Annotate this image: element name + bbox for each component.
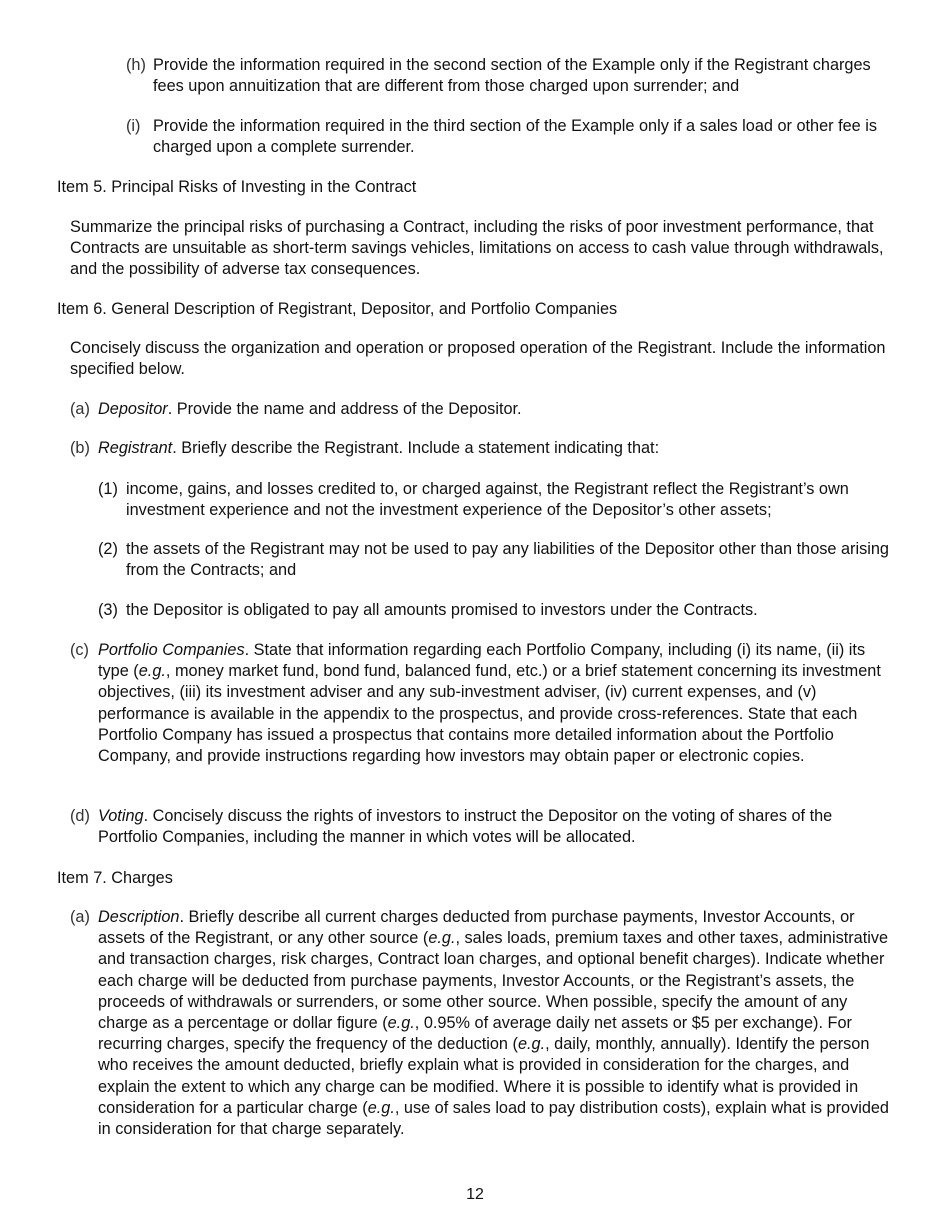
sub-item-1 bbox=[98, 479, 892, 521]
sub-item-2 bbox=[98, 539, 892, 581]
term: Voting bbox=[98, 807, 144, 825]
list-item-i bbox=[126, 116, 892, 158]
list-label: (i) bbox=[126, 117, 141, 135]
list-label: (a) bbox=[70, 400, 90, 418]
section-heading-item-6: Item 6. General Description of Registrant, Depositor, and Portfolio Companies bbox=[57, 300, 618, 318]
list-label: (c) bbox=[70, 641, 89, 659]
list-text: Provide the information required in the third section of the Example only if a sales load or other fee is charged upon a complete surrender. bbox=[153, 117, 878, 157]
page-number: 12 bbox=[466, 1186, 484, 1203]
list-item-a bbox=[70, 907, 892, 1140]
list-text: Provide the information required in the second section of the Example only if the Registrant charges fees upon annuitization that are different from those charged upon surrender; and bbox=[153, 56, 871, 96]
list-item-d bbox=[70, 806, 892, 848]
section-heading-item-7: Item 7. Charges bbox=[57, 869, 173, 887]
list-item-c bbox=[70, 640, 892, 767]
list-item-a bbox=[70, 399, 892, 420]
item-6-intro: Concisely discuss the organization and operation or proposed operation of the Registrant. Include the information specified below. bbox=[70, 339, 886, 379]
term: Description bbox=[98, 908, 180, 926]
list-item-h bbox=[126, 55, 892, 97]
term: Portfolio Companies bbox=[98, 641, 245, 659]
section-heading-item-5: Item 5. Principal Risks of Investing in the Contract bbox=[57, 178, 417, 196]
list-label: (2) bbox=[98, 540, 118, 558]
list-label: (b) bbox=[70, 439, 90, 457]
item-5-body: Summarize the principal risks of purchasing a Contract, including the risks of poor investment performance, that Contracts are unsuitable as short-term savings vehicles, limitations on access to cash value through withdrawals, and the possibility of adverse tax consequences. bbox=[70, 218, 884, 279]
list-text: income, gains, and losses credited to, or charged against, the Registrant reflect the Registrant’s own investment experience and not the investment experience of the Depositor’s other assets; bbox=[126, 480, 849, 520]
list-text: the Depositor is obligated to pay all amounts promised to investors under the Contracts. bbox=[126, 601, 758, 619]
list-label: (1) bbox=[98, 480, 118, 498]
list-text: Depositor. Provide the name and address of the Depositor. bbox=[98, 400, 522, 418]
term: Registrant bbox=[98, 439, 173, 457]
list-label: (d) bbox=[70, 807, 90, 825]
list-label: (h) bbox=[126, 56, 146, 74]
list-item-b bbox=[70, 438, 892, 459]
term: Depositor bbox=[98, 400, 168, 418]
list-label: (3) bbox=[98, 601, 118, 619]
list-text: Voting. Concisely discuss the rights of investors to instruct the Depositor on the voting of shares of the Portfolio Companies, including the manner in which votes will be allocated. bbox=[98, 807, 833, 847]
list-text: Portfolio Companies. State that information regarding each Portfolio Company, including (i) its name, (ii) its type (e.g., money market fund, bond fund, balanced fund, etc.) or a brief statement concerning its investment objectives, (iii) its investment adviser and any sub-investment adviser, (iv) current expenses, and (v) performance is available in the appendix to the prospectus, and provide cross-references. State that each Portfolio Company has issued a prospectus that contains more detailed information about the Portfolio Company, and provide instructions regarding how investors may obtain paper or electronic copies. bbox=[98, 641, 881, 766]
sub-item-3 bbox=[98, 600, 892, 621]
list-label: (a) bbox=[70, 908, 90, 926]
list-text: the assets of the Registrant may not be used to pay any liabilities of the Depositor other than those arising from the Contracts; and bbox=[126, 540, 889, 580]
list-text: Registrant. Briefly describe the Registrant. Include a statement indicating that: bbox=[98, 439, 660, 457]
list-text: Description. Briefly describe all current charges deducted from purchase payments, Investor Accounts, or assets of the Registrant, or any other source (e.g., sales loads, premium taxes and other taxes, administrative and transaction charges, risk charges, Contract loan charges, and optional benefit charges). Indicate whether each charge will be deducted from purchase payments, Investor Accounts, or the Registrant’s assets, the proceeds of withdrawals or surrenders, or some other source. When possible, specify the amount of any charge as a percentage or dollar figure (e.g., 0.95% of average daily net assets or $5 per exchange). For recurring charges, specify the frequency of the deduction (e.g., daily, monthly, annually). Identify the person who receives the amount deducted, briefly explain what is provided in consideration for the charges, and explain the extent to which any charge can be modified. Where it is possible to identify what is provided in consideration for a particular charge (e.g., use of sales load to pay distribution costs), explain what is provided in consideration for that charge separately. bbox=[98, 908, 889, 1139]
